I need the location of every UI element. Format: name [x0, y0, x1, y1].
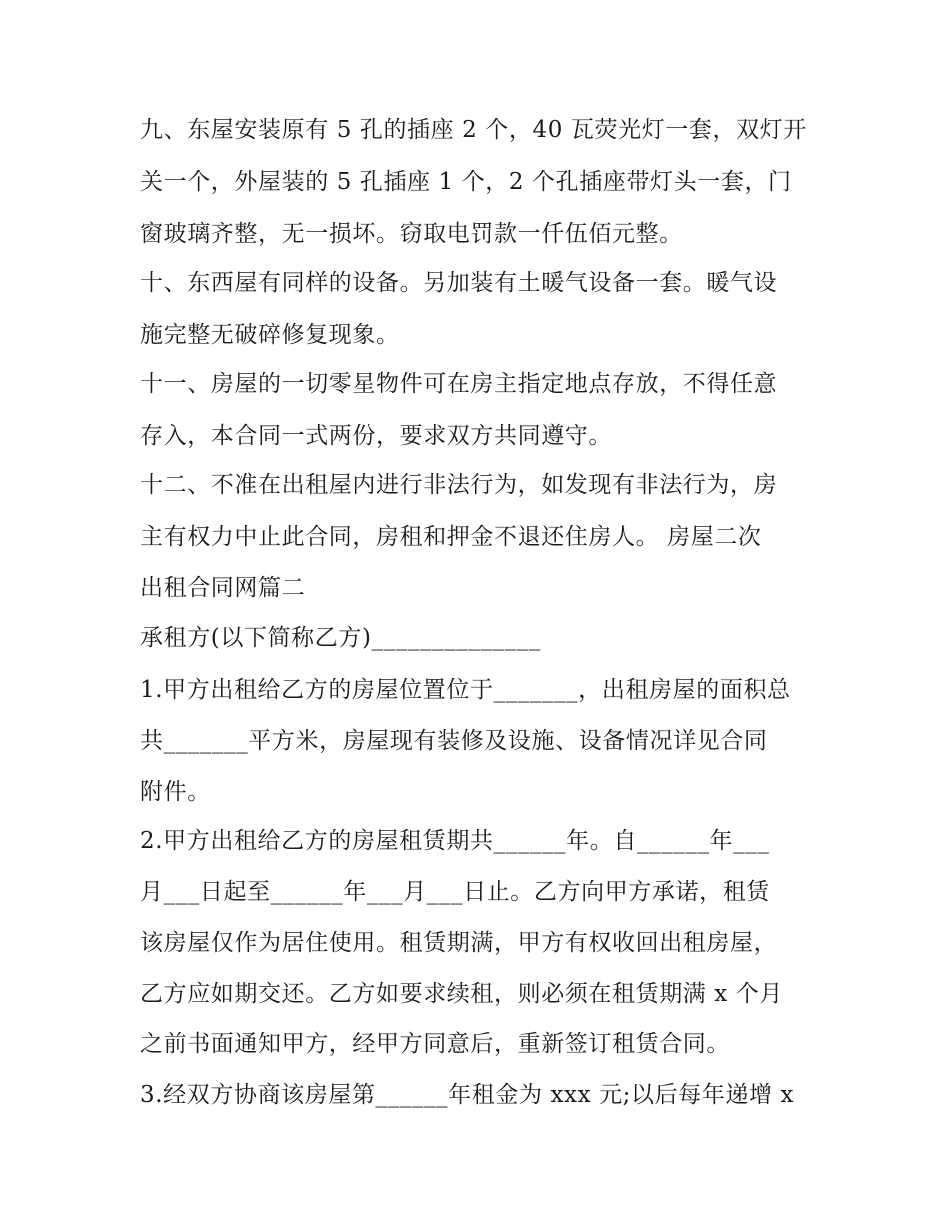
- text-line: 主有权力中止此合同，房租和押金不退还住房人。 房屋二次: [140, 524, 762, 550]
- text-line: 十二、不准在出租屋内进行非法行为，如发现有非法行为，房: [140, 472, 778, 498]
- text-line: 1.甲方出租给乙方的房屋位置位于_______，出租房屋的面积总: [140, 677, 791, 703]
- text-line: 该房屋仅作为居住使用。租赁期满，甲方有权收回出租房屋，: [140, 930, 778, 956]
- text-line: 十一、房屋的一切零星物件可在房主指定地点存放，不得任意: [140, 371, 778, 397]
- text-line: 十、东西屋有同样的设备。另加装有土暖气设备一套。暖气设: [140, 270, 778, 296]
- text-line: 九、东屋安装原有 5 孔的插座 2 个，40 瓦荧光灯一套，双灯开: [140, 117, 807, 143]
- text-line: 窗玻璃齐整，无一损坏。窃取电罚款一仟伍佰元整。: [140, 221, 683, 247]
- text-line: 关一个，外屋装的 5 孔插座 1 个，2 个孔插座带灯头一套，门: [140, 169, 792, 195]
- text-line: 共_______平方米，房屋现有装修及设施、设备情况详见合同: [140, 728, 768, 754]
- text-line: 存入，本合同一式两份，要求双方共同遵守。: [140, 423, 612, 449]
- text-line: 施完整无破碎修复现象。: [140, 322, 400, 348]
- text-line: 月___日起至______年___月___日止。乙方向甲方承诺，租赁: [140, 879, 770, 905]
- text-line: 承租方(以下简称乙方)______________: [140, 625, 541, 651]
- text-line: 之前书面通知甲方，经甲方同意后，重新签订租赁合同。: [140, 1031, 730, 1057]
- text-line: 附件。: [140, 779, 211, 805]
- text-line: 2.甲方出租给乙方的房屋租赁期共______年。自______年___: [140, 828, 770, 854]
- text-line: 出租合同网篇二: [140, 575, 306, 601]
- text-line: 3.经双方协商该房屋第______年租金为 xxx 元;以后每年递增 x: [140, 1082, 795, 1108]
- text-line: 乙方应如期交还。乙方如要求续租，则必须在租赁期满 x 个月: [140, 981, 783, 1007]
